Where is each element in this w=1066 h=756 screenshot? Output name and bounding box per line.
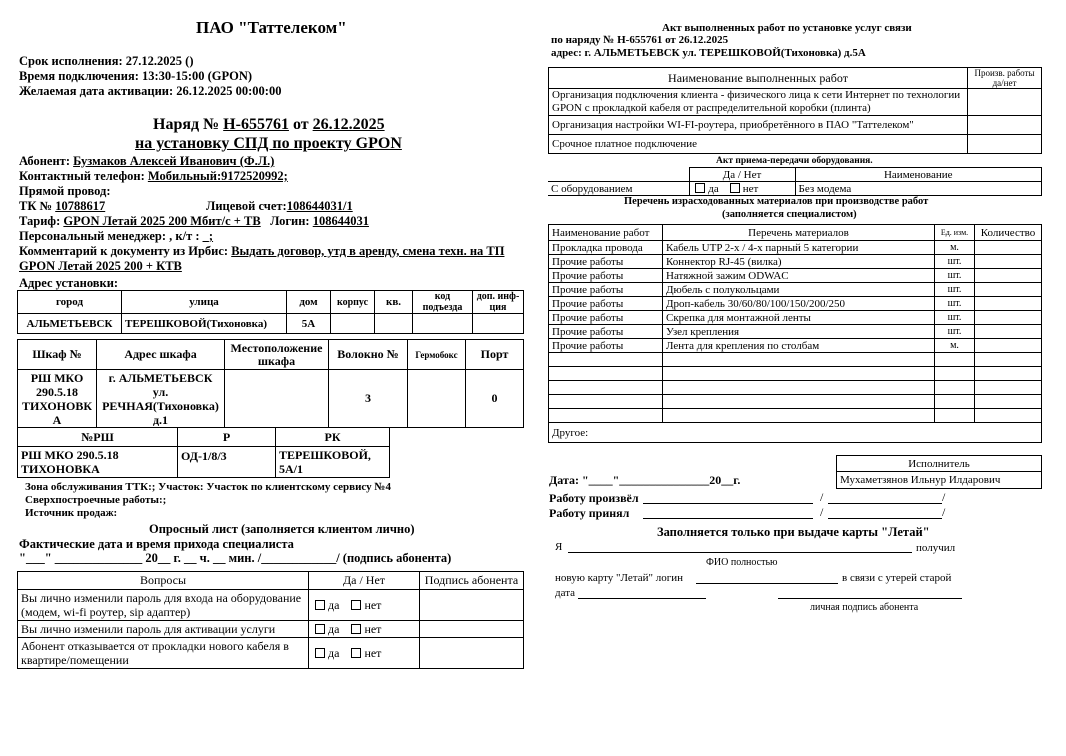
mat-qty[interactable]: [975, 325, 1042, 339]
addr-head-extra: доп. инф-ция: [473, 291, 524, 314]
addr-entrance: [413, 314, 473, 334]
order-prefix: Наряд №: [153, 116, 224, 133]
equip-head-name: Наименование: [795, 168, 1042, 182]
survey-answer: [309, 590, 420, 621]
survey-head-question: Вопросы: [18, 572, 309, 590]
addr-extra: [473, 314, 524, 334]
addr-head-city: город: [18, 291, 122, 314]
order-mid: от: [288, 116, 313, 133]
materials-subtitle: (заполняется специалистом): [722, 209, 857, 220]
mat-qty[interactable]: [975, 255, 1042, 269]
work-done-sign-line[interactable]: [828, 503, 942, 504]
mat-qty[interactable]: [975, 283, 1042, 297]
mat-material-empty[interactable]: [663, 409, 935, 423]
mat-work: Прокладка провода: [549, 241, 663, 255]
datetime-template: "___" ______________ 20__ г. __ ч. __ мин. /____________/ (подпись абонента): [19, 551, 452, 565]
cab-address: г. АЛЬМЕТЬЕВСК ул. РЕЧНАЯ(Тихоновка) д.1: [97, 370, 225, 428]
addr-head-house: дом: [287, 291, 331, 314]
mat-work: Прочие работы: [549, 283, 663, 297]
addr-head-street: улица: [122, 291, 287, 314]
rsh-head-number: №РШ: [18, 428, 178, 447]
mat-qty-empty[interactable]: [975, 409, 1042, 423]
mat-unit: шт.: [935, 325, 975, 339]
cabinet-table: [17, 339, 524, 428]
works-head: Наименование выполненных работ: [549, 68, 968, 89]
mat-qty[interactable]: [975, 241, 1042, 255]
work-row: Организация подключения клиента - физического лица к сети Интернет по технологии GPON с прокладкой кабеля от распределительной коробки (плинта): [549, 89, 968, 116]
survey-question: Вы лично изменили пароль для активации услуги: [18, 621, 309, 638]
mat-unit: шт.: [935, 297, 975, 311]
mat-qty[interactable]: [975, 339, 1042, 353]
materials-table: [548, 224, 1042, 443]
lost-reason: в связи с утерей старой: [842, 572, 952, 584]
survey-signature[interactable]: [420, 590, 524, 621]
equip-no-checkbox[interactable]: [730, 183, 740, 193]
yes-checkbox[interactable]: [315, 600, 325, 610]
subscriber-value: Бузмаков Алексей Иванович (Ф.Л.): [73, 154, 275, 168]
act-address: адрес: г. АЛЬМЕТЬЕВСК ул. ТЕРЕШКОВОЙ(Тихоновка) д.5А: [551, 47, 866, 59]
cab-number: РШ МКО 290.5.18 ТИХОНОВК А: [18, 370, 97, 428]
mat-material: Кабель UTP 2-х / 4-х парный 5 категории: [663, 241, 935, 255]
manager-line: [19, 229, 213, 244]
mat-qty[interactable]: [975, 269, 1042, 283]
act-title: Акт выполненных работ по установке услуг связи: [662, 22, 912, 34]
work-done-cell[interactable]: [968, 116, 1042, 135]
cab-location: [225, 370, 329, 428]
cab-head-germobox: Гермобокс: [408, 340, 466, 370]
tariff-line: [19, 214, 369, 229]
mat-unit-empty[interactable]: [935, 367, 975, 381]
comment-label: Комментарий к документу из Ирбис:: [19, 244, 232, 258]
signature-line[interactable]: [778, 598, 962, 599]
zone-line: Зона обслуживания ТТК:; Участок: Участок по клиентскому сервису №4: [25, 481, 391, 493]
direct-wire: Прямой провод:: [19, 184, 111, 198]
mat-unit: м.: [935, 241, 975, 255]
address-table: [17, 290, 524, 334]
manager-label: Персональный менеджер: , к/т :: [19, 229, 203, 243]
yes-checkbox[interactable]: [315, 648, 325, 658]
mat-work-empty[interactable]: [549, 367, 663, 381]
mat-qty[interactable]: [975, 297, 1042, 311]
survey-signature[interactable]: [420, 621, 524, 638]
survey-question: Вы лично изменили пароль для входа на оборудование (модем, wi-fi роутер, sip адаптер): [18, 590, 309, 621]
work-done-line[interactable]: [643, 503, 813, 504]
sales-source: Источник продаж:: [25, 507, 118, 519]
no-label: нет: [364, 621, 382, 636]
mat-qty-empty[interactable]: [975, 395, 1042, 409]
rsh-table: [17, 427, 390, 478]
executor-header: Исполнитель: [837, 456, 1042, 472]
mat-material-empty[interactable]: [663, 381, 935, 395]
mat-unit-empty[interactable]: [935, 395, 975, 409]
cab-head-location: Местоположение шкафа: [225, 340, 329, 370]
cab-head-number: Шкаф №: [18, 340, 97, 370]
date-small-label: дата: [555, 587, 576, 599]
tk-line: [19, 199, 105, 214]
act-order: по наряду № Н-655761 от 26.12.2025: [551, 34, 729, 46]
fio-line[interactable]: [568, 552, 912, 553]
survey-table: [17, 571, 524, 669]
letai-title: Заполняется только при выдаче карты "Летай": [657, 525, 930, 539]
mat-work-empty[interactable]: [549, 381, 663, 395]
comment-line: [19, 244, 504, 259]
addr-head-flat: кв.: [375, 291, 413, 314]
mat-unit: шт.: [935, 269, 975, 283]
mat-work: Прочие работы: [549, 269, 663, 283]
survey-head-sign: Подпись абонента: [420, 572, 524, 590]
rsh-rk: ТЕРЕШКОВОЙ, 5А/1: [276, 447, 390, 478]
mat-work-empty[interactable]: [549, 409, 663, 423]
survey-answer: [309, 638, 420, 669]
work-done-label: Работу произвёл: [549, 491, 639, 505]
address-title: Адрес установки:: [19, 276, 119, 290]
addr-house: 5А: [287, 314, 331, 334]
mat-material: Дюбель с полукольцами: [663, 283, 935, 297]
date-small-line[interactable]: [578, 598, 706, 599]
actual-datetime: Фактические дата и время прихода специалиста: [19, 537, 294, 551]
work-row: Срочное платное подключение: [549, 135, 968, 154]
equip-name: Без модема: [795, 182, 1042, 196]
survey-question: Абонент отказывается от прокладки нового кабеля в квартире/помещении: [18, 638, 309, 669]
mat-qty-empty[interactable]: [975, 353, 1042, 367]
survey-head-yesno: Да / Нет: [309, 572, 420, 590]
work-done-cell[interactable]: [968, 135, 1042, 154]
mat-work: Прочие работы: [549, 325, 663, 339]
order-date: 26.12.2025: [312, 116, 385, 133]
works-table: [548, 67, 1042, 154]
no-checkbox[interactable]: [351, 648, 361, 658]
cab-germobox: [408, 370, 466, 428]
slash: /: [820, 490, 824, 504]
no-label: нет: [364, 645, 382, 660]
no-checkbox[interactable]: [351, 624, 361, 634]
login-value: 108644031: [312, 214, 369, 228]
work-accepted-label: Работу принял: [549, 506, 630, 520]
cab-fiber: 3: [329, 370, 408, 428]
comment-text-1: Выдать договор, утд в аренду, смена техн. на ТП: [231, 244, 505, 258]
activation-date: Желаемая дата активации: 26.12.2025 00:00:00: [19, 84, 282, 98]
company-title: ПАО "Таттелеком": [196, 18, 347, 37]
mat-material-empty[interactable]: [663, 353, 935, 367]
materials-title: Перечень израсходованных материалов при производстве работ: [624, 196, 929, 207]
mat-qty-empty[interactable]: [975, 367, 1042, 381]
equip-row-label: С оборудованием: [548, 182, 689, 196]
phone-label: Контактный телефон:: [19, 169, 148, 183]
phone-line: [19, 169, 288, 184]
rsh-head-rk: РК: [276, 428, 390, 447]
tariff-label: Тариф:: [19, 214, 64, 228]
login-line[interactable]: [696, 583, 838, 584]
mat-head-work: Наименование работ: [549, 225, 663, 241]
slash: /: [942, 490, 946, 504]
fio-caption: ФИО полностью: [706, 557, 778, 568]
survey-signature[interactable]: [420, 638, 524, 669]
overtime-line: Сверхпостроечные работы:;: [25, 494, 167, 506]
tk-label: ТК №: [19, 199, 56, 213]
slash: /: [942, 505, 946, 519]
addr-flat: [375, 314, 413, 334]
equipment-table: [548, 167, 1042, 196]
mat-work: Прочие работы: [549, 339, 663, 353]
manager-tail: _;: [202, 229, 214, 243]
rsh-r: ОД-1/8/3: [178, 447, 276, 478]
no-checkbox[interactable]: [351, 600, 361, 610]
addr-head-entrance: код подъезда: [413, 291, 473, 314]
deadline: Срок исполнения: 27.12.2025 (): [19, 54, 194, 68]
mat-unit: шт.: [935, 311, 975, 325]
mat-material: Скрепка для монтажной ленты: [663, 311, 935, 325]
equip-head-yesno: Да / Нет: [689, 168, 795, 182]
rsh-head-r: Р: [178, 428, 276, 447]
connect-time: Время подключения: 13:30-15:00 (GPON): [19, 69, 253, 83]
equip-yes-label: да: [708, 182, 719, 195]
mat-material-empty[interactable]: [663, 367, 935, 381]
account-label: Лицевой счет:: [206, 199, 287, 213]
executor-name: Мухаметзянов Ильнур Илдарович: [837, 472, 1042, 489]
work-row: Организация настройки WI-FI-роутера, приобретённого в ПАО "Таттелеком": [549, 116, 968, 135]
mat-unit-empty[interactable]: [935, 353, 975, 367]
other-label: Другое:: [549, 423, 1042, 443]
addr-building: [331, 314, 375, 334]
cab-port: 0: [466, 370, 524, 428]
order-title: [153, 116, 385, 134]
mat-unit: шт.: [935, 283, 975, 297]
works-head-done: Произв. работы да/нет: [968, 68, 1042, 89]
mat-material-empty[interactable]: [663, 395, 935, 409]
survey-title: Опросный лист (заполняется клиентом лично): [149, 522, 415, 536]
no-label: нет: [364, 597, 382, 612]
phone-value: Мобильный:9172520992;: [147, 169, 288, 183]
equip-yesno: [689, 182, 795, 196]
addr-street: ТЕРЕШКОВОЙ(Тихоновка): [122, 314, 287, 334]
rsh-number: РШ МКО 290.5.18 ТИХОНОВКА: [18, 447, 178, 478]
addr-city: АЛЬМЕТЬЕВСК: [18, 314, 122, 334]
work-done-cell[interactable]: [968, 89, 1042, 116]
yes-label: да: [328, 645, 340, 660]
comment-text-2: GPON Летай 2025 200 + КТВ: [19, 259, 182, 273]
mat-head-unit: Ед. изм.: [935, 225, 975, 241]
work-accepted-sign-line[interactable]: [828, 518, 942, 519]
addr-head-building: корпус: [331, 291, 375, 314]
mat-work: Прочие работы: [549, 311, 663, 325]
cab-head-port: Порт: [466, 340, 524, 370]
survey-answer: [309, 621, 420, 638]
new-card-label: новую карту "Летай" логин: [555, 572, 683, 584]
work-accepted-line[interactable]: [643, 518, 813, 519]
tk-value: 10788617: [55, 199, 106, 213]
cab-head-fiber: Волокно №: [329, 340, 408, 370]
equip-yes-checkbox[interactable]: [695, 183, 705, 193]
equip-title: Акт приема-передачи оборудования.: [716, 156, 873, 166]
received-label: получил: [916, 542, 956, 554]
order-subtitle: на установку СПД по проекту GPON: [135, 135, 402, 152]
tariff-value: GPON Летай 2025 200 Мбит/с + ТВ: [63, 214, 261, 228]
mat-work-empty[interactable]: [549, 395, 663, 409]
mat-qty-empty[interactable]: [975, 381, 1042, 395]
mat-material: Узел крепления: [663, 325, 935, 339]
yes-label: да: [328, 621, 340, 636]
mat-material: Дроп-кабель 30/60/80/100/150/200/250: [663, 297, 935, 311]
mat-head-qty: Количество: [975, 225, 1042, 241]
mat-material: Лента для крепления по столбам: [663, 339, 935, 353]
yes-checkbox[interactable]: [315, 624, 325, 634]
equip-no-label: нет: [742, 182, 759, 195]
account-value: 108644031/1: [286, 199, 353, 213]
mat-unit-empty[interactable]: [935, 409, 975, 423]
subscriber-line: [19, 154, 274, 169]
mat-work: Прочие работы: [549, 255, 663, 269]
i-label: Я: [555, 541, 563, 553]
mat-material: Коннектор RJ-45 (вилка): [663, 255, 935, 269]
yes-label: да: [328, 597, 340, 612]
login-label: Логин:: [270, 214, 313, 228]
subscriber-label: Абонент:: [19, 154, 74, 168]
sign-caption: личная подпись абонента: [810, 602, 919, 613]
executor-table: [836, 455, 1042, 489]
mat-work-empty[interactable]: [549, 353, 663, 367]
cab-head-address: Адрес шкафа: [97, 340, 225, 370]
mat-unit: м.: [935, 339, 975, 353]
mat-work: Прочие работы: [549, 297, 663, 311]
order-number: Н-655761: [223, 116, 289, 133]
date-line: Дата: "____"_______________20__г.: [549, 473, 741, 487]
mat-unit-empty[interactable]: [935, 381, 975, 395]
mat-qty[interactable]: [975, 311, 1042, 325]
slash: /: [820, 505, 824, 519]
account-line: [206, 199, 353, 214]
mat-material: Натяжной зажим ODWAC: [663, 269, 935, 283]
mat-head-material: Перечень материалов: [663, 225, 935, 241]
mat-unit: шт.: [935, 255, 975, 269]
